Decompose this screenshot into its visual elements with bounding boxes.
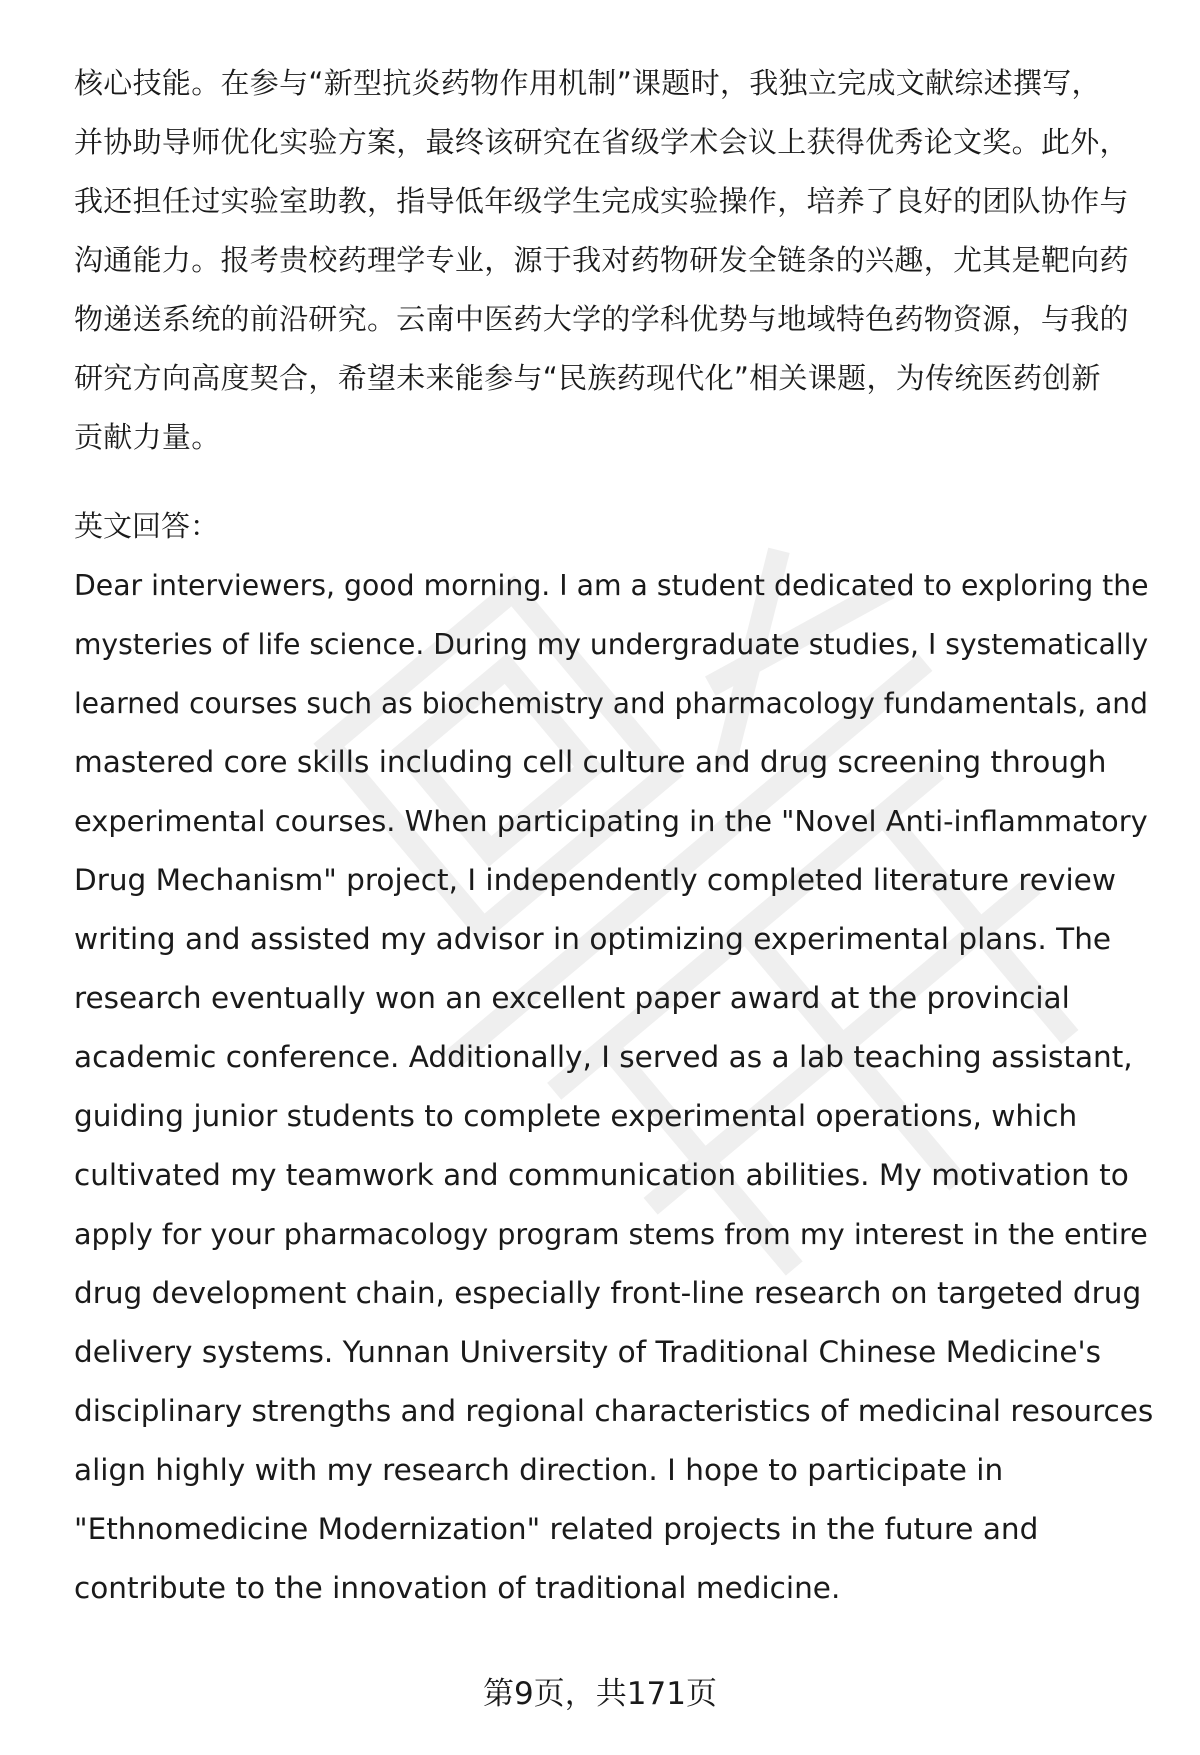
en-answer-line: mysteries of life science. During my undergraduate studies, I systematically <box>74 628 1149 661</box>
en-answer-line: experimental courses. When participating in the "Novel Anti-inflammatory <box>74 804 1148 838</box>
en-answer-line: Drug Mechanism" project, I independently completed literature review <box>74 863 1116 897</box>
en-answer-line: contribute to the innovation of traditional medicine. <box>74 1571 841 1605</box>
en-answer-line: learned courses such as biochemistry and pharmacology fundamentals, and <box>74 687 1148 720</box>
cn-answer-paragraph <box>74 54 1154 467</box>
page-content <box>74 54 1154 1618</box>
en-answer-heading: 英文回答： <box>74 509 220 543</box>
en-answer-line: cultivated my teamwork and communication abilities. My motivation to <box>74 1158 1129 1192</box>
en-answer-line: align highly with my research direction. I hope to participate in <box>74 1453 1004 1487</box>
cn-answer-line: 沟通能力。报考贵校药理学专业，源于我对药物研发全链条的兴趣，尤其是靶向药 <box>74 243 1129 277</box>
cn-answer-line: 研究方向高度契合，希望未来能参与“民族药现代化”相关课题，为传统医药创新 <box>74 361 1101 395</box>
en-answer-line: research eventually won an excellent paper award at the provincial <box>74 981 1070 1015</box>
cn-answer-line: 并协助导师优化实验方案，最终该研究在省级学术会议上获得优秀论文奖。此外， <box>74 125 1129 159</box>
en-answer-line: guiding junior students to complete experimental operations, which <box>74 1099 1078 1133</box>
cn-answer-line: 贡献力量。 <box>74 420 221 454</box>
page-number-footer: 第9页，共171页 <box>483 1676 717 1712</box>
en-answer-line: Dear interviewers, good morning. I am a student dedicated to exploring the <box>74 569 1149 602</box>
en-answer-line: writing and assisted my advisor in optimizing experimental plans. The <box>74 922 1112 956</box>
cn-answer-line: 我还担任过实验室助教，指导低年级学生完成实验操作，培养了良好的团队协作与 <box>74 184 1129 218</box>
en-answer-line: delivery systems. Yunnan University of Traditional Chinese Medicine's <box>74 1335 1101 1369</box>
en-answer-line: "Ethnomedicine Modernization" related projects in the future and <box>74 1512 1039 1546</box>
en-answer-paragraph <box>74 556 1154 1618</box>
en-answer-line: academic conference. Additionally, I served as a lab teaching assistant, <box>74 1040 1133 1074</box>
cn-answer-line: 核心技能。在参与“新型抗炎药物作用机制”课题时，我独立完成文献综述撰写， <box>74 66 1101 100</box>
en-answer-line: disciplinary strengths and regional characteristics of medicinal resources <box>74 1394 1154 1428</box>
en-answer-line: drug development chain, especially front-line research on targeted drug <box>74 1276 1142 1310</box>
en-answer-line: apply for your pharmacology program stems from my interest in the entire <box>74 1217 1148 1251</box>
cn-answer-line: 物递送系统的前沿研究。云南中医药大学的学科优势与地域特色药物资源，与我的 <box>74 302 1129 336</box>
en-answer-line: mastered core skills including cell culture and drug screening through <box>74 745 1107 779</box>
